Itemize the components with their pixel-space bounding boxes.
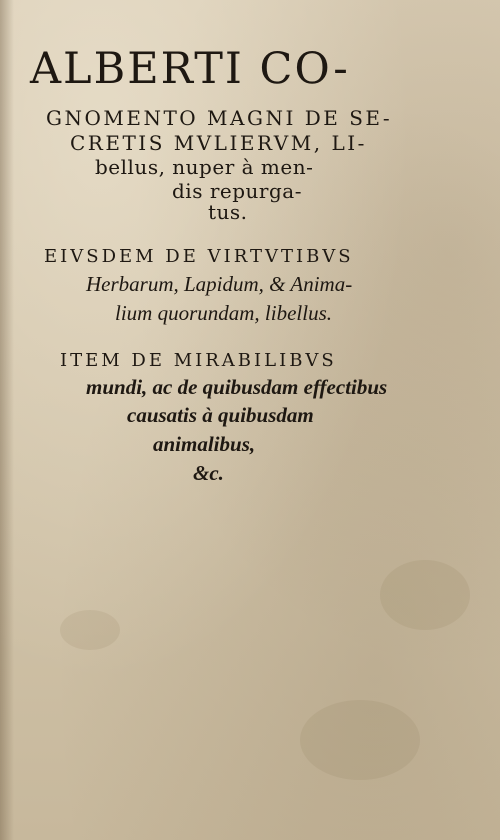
section-line: mundi, ac de quibusdam effectibus — [86, 375, 388, 399]
section-line: Herbarum, Lapidum, & Anima- — [86, 272, 353, 296]
section-line: &c. — [193, 461, 224, 485]
section-line: animalibus, — [153, 432, 256, 456]
title-main-line: ALBERTI CO- — [30, 44, 350, 94]
section-heading: ITEM DE MIRABILIBVS — [60, 350, 337, 371]
section-line: lium quorundam, libellus. — [115, 301, 333, 325]
paper-stain — [300, 700, 420, 780]
title-line: GNOMENTO MAGNI DE SE- — [46, 106, 393, 130]
title-line: CRETIS MVLIERVM, LI- — [70, 131, 367, 155]
title-line: tus. — [208, 200, 248, 224]
title-line: bellus, nuper à men- — [95, 155, 314, 179]
paper-stain — [60, 610, 120, 650]
title-line: dis repurga- — [172, 179, 302, 203]
section-heading: EIVSDEM DE VIRTVTIBVS — [44, 246, 354, 267]
paper-stain — [380, 560, 470, 630]
page-binding-shadow — [0, 0, 14, 840]
section-line: causatis à quibusdam — [127, 403, 314, 427]
